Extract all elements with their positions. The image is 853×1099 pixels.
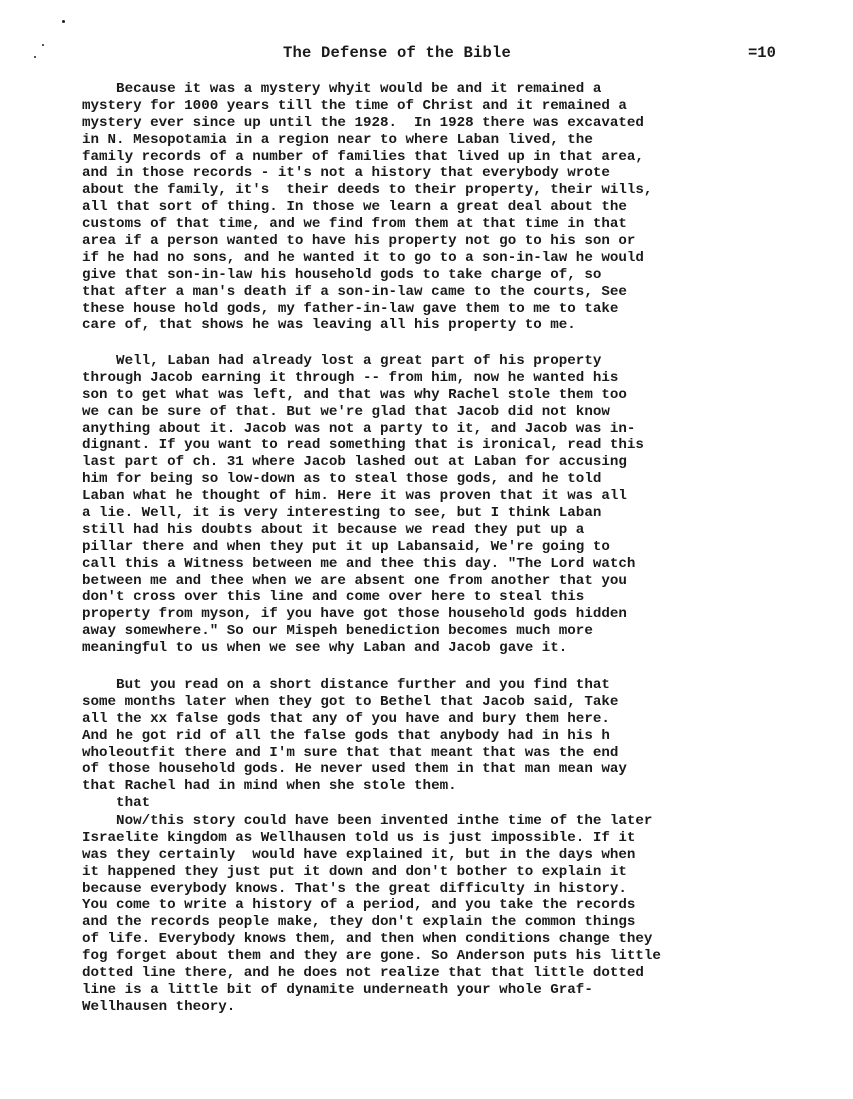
text-line: But you read on a short distance further and you find that [82, 677, 610, 693]
text-line: and the records people make, they don't explain the common things [82, 914, 636, 931]
stray-mark [62, 20, 65, 23]
text-line: mystery ever since up until the 1928. In 1928 there was excavated [82, 114, 644, 131]
text-line: customs of that time, and we find from them at that time in that [82, 216, 627, 233]
page-title: The Defense of the Bible [283, 44, 512, 62]
text-line: that Rachel had in mind when she stole them. [82, 778, 457, 795]
text-line: of life. Everybody knows them, and then when conditions change they [82, 931, 653, 948]
text-line: all that sort of thing. In those we learn a great deal about the [82, 199, 627, 216]
text-line: area if a person wanted to have his property not go to his son or [82, 233, 636, 250]
text-line: son to get what was left, and that was why Rachel stole them too [82, 386, 627, 403]
text-line: that [82, 795, 151, 812]
text-line: away somewhere." So our Mispeh benediction becomes much more [82, 623, 593, 640]
text-line: some months later when they got to Bethel that Jacob said, Take [82, 693, 619, 710]
text-line: property from myson, if you have got those household gods hidden [82, 606, 627, 623]
text-line: fog forget about them and they are gone. So Anderson puts his little [82, 948, 661, 965]
text-line: anything about it. Jacob was not a party to it, and Jacob was in- [82, 420, 636, 437]
text-line: You come to write a history of a period, and you take the records [82, 897, 636, 914]
text-line: all the xx false gods that any of you have and bury them here. [82, 710, 610, 727]
text-line: And he got rid of all the false gods that anybody had in his h [82, 727, 610, 744]
text-line: about the family, it's their deeds to their property, their wills, [82, 182, 653, 199]
text-line: Laban what he thought of him. Here it was proven that it was all [82, 488, 627, 505]
text-line: through Jacob earning it through -- from him, now he wanted his [82, 369, 619, 386]
page-number: =10 [748, 44, 776, 62]
text-line: Wellhausen theory. [82, 998, 236, 1015]
text-line: him for being so low-down as to steal those gods, and he told [82, 471, 602, 488]
text-line: pillar there and when they put it up Labansaid, We're going to [82, 538, 610, 555]
text-line: because everybody knows. That's the great difficulty in history. [82, 880, 627, 897]
text-line: still had his doubts about it because we read they put up a [82, 521, 585, 538]
text-line: don't cross over this line and come over here to steal this [82, 589, 585, 606]
text-line: care of, that shows he was leaving all his property to me. [82, 317, 576, 334]
text-line: mystery for 1000 years till the time of Christ and it remained a [82, 97, 627, 114]
text-line: call this a Witness between me and thee this day. "The Lord watch [82, 555, 636, 572]
text-line: dignant. If you want to read something that is ironical, read this [82, 437, 644, 454]
text-line: in N. Mesopotamia in a region near to where Laban lived, the [82, 131, 593, 148]
text-line: it happened they just put it down and don't bother to explain it [82, 863, 627, 880]
text-line: these house hold gods, my father-in-law gave them to me to take [82, 300, 619, 317]
text-line: if he had no sons, and he wanted it to go to a son-in-law he would [82, 249, 644, 266]
text-line: we can be sure of that. But we're glad that Jacob did not know [82, 403, 610, 420]
paragraph-4 [82, 813, 802, 1016]
text-line: line is a little bit of dynamite underneath your whole Graf- [82, 981, 593, 998]
text-line: give that son-in-law his household gods to take charge of, so [82, 266, 602, 283]
text-line: Now/this story could have been invented inthe time of the later [82, 813, 653, 829]
paragraph-3 [82, 677, 802, 812]
text-line: a lie. Well, it is very interesting to see, but I think Laban [82, 505, 602, 522]
stray-mark [42, 44, 44, 46]
text-line: and in those records - it's not a history that everybody wrote [82, 165, 610, 182]
text-line: wholeoutfit there and I'm sure that that meant that was the end [82, 744, 619, 761]
paragraph-1 [82, 81, 802, 334]
text-line: that after a man's death if a son-in-law came to the courts, See [82, 283, 627, 300]
text-line: family records of a number of families that lived up in that area, [82, 148, 644, 165]
stray-mark [34, 56, 36, 58]
text-line: was they certainly would have explained it, but in the days when [82, 846, 636, 863]
text-line: of those household gods. He never used them in that man mean way [82, 761, 627, 778]
text-line: Israelite kingdom as Wellhausen told us is just impossible. If it [82, 829, 636, 846]
text-line: Because it was a mystery whyit would be and it remained a [82, 81, 602, 97]
text-line: between me and thee when we are absent one from another that you [82, 572, 627, 589]
text-line: last part of ch. 31 where Jacob lashed out at Laban for accusing [82, 454, 627, 471]
text-line: dotted line there, and he does not realize that that little dotted [82, 965, 644, 982]
text-line: Well, Laban had already lost a great part of his property [82, 353, 602, 369]
text-line: meaningful to us when we see why Laban and Jacob gave it. [82, 640, 568, 657]
paragraph-2 [82, 353, 802, 657]
